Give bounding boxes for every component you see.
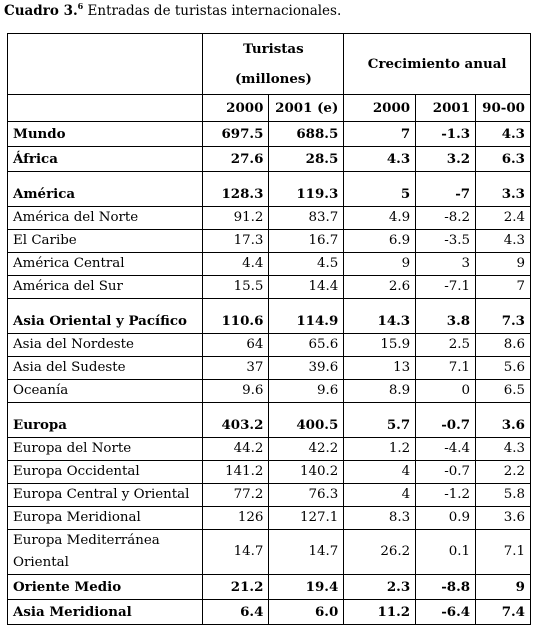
- row-value: 110.6: [203, 299, 269, 334]
- row-label: Asia del Nordeste: [8, 334, 203, 357]
- row-value: 15.5: [203, 276, 269, 299]
- row-value: 126: [203, 507, 269, 530]
- row-label: Asia del Sudeste: [8, 357, 203, 380]
- row-value: 1.2: [344, 438, 416, 461]
- row-value: -0.7: [416, 403, 476, 438]
- tourist-arrivals-table: [7, 33, 531, 625]
- table-row: [8, 380, 531, 403]
- row-value: -8.2: [416, 207, 476, 230]
- row-value: 688.5: [269, 122, 344, 147]
- row-value: 13: [344, 357, 416, 380]
- table-row: [8, 530, 531, 575]
- header-col: 2000: [203, 95, 269, 122]
- row-value: 7.1: [476, 530, 531, 575]
- row-value: 8.3: [344, 507, 416, 530]
- row-value: 27.6: [203, 147, 269, 172]
- row-value: 3.3: [476, 172, 531, 207]
- table-row: [8, 276, 531, 299]
- row-value: 2.6: [344, 276, 416, 299]
- row-value: 4.4: [203, 253, 269, 276]
- row-value: 7.4: [476, 600, 531, 625]
- row-value: 6.0: [269, 600, 344, 625]
- row-value: -7.1: [416, 276, 476, 299]
- row-value: 7.3: [476, 299, 531, 334]
- row-value: 140.2: [269, 461, 344, 484]
- row-value: 2.3: [344, 575, 416, 600]
- row-value: 64: [203, 334, 269, 357]
- row-label: América: [8, 172, 203, 207]
- row-value: -1.3: [416, 122, 476, 147]
- row-value: 14.7: [203, 530, 269, 575]
- row-value: 19.4: [269, 575, 344, 600]
- row-label: Asia Meridional: [8, 600, 203, 625]
- row-value: 14.3: [344, 299, 416, 334]
- row-value: 6.3: [476, 147, 531, 172]
- row-value: 4.5: [269, 253, 344, 276]
- row-value: 7.1: [416, 357, 476, 380]
- row-value: 0: [416, 380, 476, 403]
- row-value: 4.9: [344, 207, 416, 230]
- row-label: Oceanía: [8, 380, 203, 403]
- row-value: 44.2: [203, 438, 269, 461]
- table-row: [8, 507, 531, 530]
- header-group-tourists: Turistas (millones): [203, 34, 344, 95]
- row-value: 14.7: [269, 530, 344, 575]
- row-label: América del Sur: [8, 276, 203, 299]
- row-value: 697.5: [203, 122, 269, 147]
- row-value: 2.5: [416, 334, 476, 357]
- row-value: 3.6: [476, 507, 531, 530]
- row-value: 4: [344, 461, 416, 484]
- row-value: 11.2: [344, 600, 416, 625]
- row-label: Oriente Medio: [8, 575, 203, 600]
- footnote-marker: 6: [77, 1, 84, 11]
- row-value: 28.5: [269, 147, 344, 172]
- table-row: [8, 461, 531, 484]
- row-value: 128.3: [203, 172, 269, 207]
- table-row: [8, 575, 531, 600]
- table-row: [8, 253, 531, 276]
- header-col: 2001 (e): [269, 95, 344, 122]
- row-value: 15.9: [344, 334, 416, 357]
- table-row: [8, 147, 531, 172]
- row-value: 2.4: [476, 207, 531, 230]
- row-value: 26.2: [344, 530, 416, 575]
- row-value: 42.2: [269, 438, 344, 461]
- row-value: 5.6: [476, 357, 531, 380]
- row-value: -0.7: [416, 461, 476, 484]
- row-label: África: [8, 147, 203, 172]
- table-row: [8, 403, 531, 438]
- table-row: [8, 600, 531, 625]
- row-value: 6.5: [476, 380, 531, 403]
- header-col: 2000: [344, 95, 416, 122]
- row-value: 400.5: [269, 403, 344, 438]
- table-row: [8, 172, 531, 207]
- row-value: 4.3: [476, 122, 531, 147]
- row-value: 83.7: [269, 207, 344, 230]
- row-value: -7: [416, 172, 476, 207]
- table-row: [8, 438, 531, 461]
- row-label: Europa del Norte: [8, 438, 203, 461]
- table-caption: [4, 2, 341, 20]
- row-value: 4.3: [476, 438, 531, 461]
- row-label: Europa Meridional: [8, 507, 203, 530]
- row-value: 39.6: [269, 357, 344, 380]
- row-value: 7: [476, 276, 531, 299]
- row-value: 2.2: [476, 461, 531, 484]
- table-row: [8, 230, 531, 253]
- row-value: 3.2: [416, 147, 476, 172]
- caption-label: Cuadro 3.$^6$: [4, 1, 84, 19]
- row-value: 5.8: [476, 484, 531, 507]
- row-value: 119.3: [269, 172, 344, 207]
- table-row: [8, 357, 531, 380]
- header-empty-cell: [8, 95, 203, 122]
- row-value: 9: [476, 575, 531, 600]
- row-value: 21.2: [203, 575, 269, 600]
- header-empty-cell: [8, 34, 203, 95]
- row-value: 8.6: [476, 334, 531, 357]
- row-value: 3.8: [416, 299, 476, 334]
- row-value: -8.8: [416, 575, 476, 600]
- table-row: [8, 299, 531, 334]
- row-label: El Caribe: [8, 230, 203, 253]
- row-value: 9.6: [269, 380, 344, 403]
- row-value: 9.6: [203, 380, 269, 403]
- table-row: [8, 207, 531, 230]
- row-value: 403.2: [203, 403, 269, 438]
- row-value: 141.2: [203, 461, 269, 484]
- row-value: 16.7: [269, 230, 344, 253]
- header-row-groups: [8, 34, 531, 95]
- row-value: 91.2: [203, 207, 269, 230]
- row-value: 4: [344, 484, 416, 507]
- table-row: [8, 122, 531, 147]
- row-value: -3.5: [416, 230, 476, 253]
- row-label: América del Norte: [8, 207, 203, 230]
- row-value: 37: [203, 357, 269, 380]
- row-value: 5.7: [344, 403, 416, 438]
- row-value: -4.4: [416, 438, 476, 461]
- row-value: 6.9: [344, 230, 416, 253]
- row-value: 9: [476, 253, 531, 276]
- row-value: 6.4: [203, 600, 269, 625]
- header-group-growth: Crecimiento anual: [344, 34, 531, 95]
- row-value: 0.1: [416, 530, 476, 575]
- row-value: 3: [416, 253, 476, 276]
- row-value: 77.2: [203, 484, 269, 507]
- row-label: Europa Central y Oriental: [8, 484, 203, 507]
- row-value: 14.4: [269, 276, 344, 299]
- caption-title: Entradas de turistas internacionales.: [87, 3, 342, 19]
- header-col: 2001: [416, 95, 476, 122]
- row-label: Europa Mediterránea Oriental: [8, 530, 203, 575]
- row-value: 4.3: [476, 230, 531, 253]
- row-label: Europa Occidental: [8, 461, 203, 484]
- header-col: 90-00: [476, 95, 531, 122]
- row-label: Mundo: [8, 122, 203, 147]
- row-label: América Central: [8, 253, 203, 276]
- header-row-years: [8, 95, 531, 122]
- row-label: Asia Oriental y Pacífico: [8, 299, 203, 334]
- row-value: 9: [344, 253, 416, 276]
- table-row: [8, 334, 531, 357]
- row-value: 65.6: [269, 334, 344, 357]
- row-value: 114.9: [269, 299, 344, 334]
- row-value: 7: [344, 122, 416, 147]
- row-value: 4.3: [344, 147, 416, 172]
- row-value: -6.4: [416, 600, 476, 625]
- row-value: -1.2: [416, 484, 476, 507]
- row-value: 8.9: [344, 380, 416, 403]
- row-value: 3.6: [476, 403, 531, 438]
- row-label: Europa: [8, 403, 203, 438]
- row-value: 17.3: [203, 230, 269, 253]
- row-value: 5: [344, 172, 416, 207]
- row-value: 127.1: [269, 507, 344, 530]
- row-value: 0.9: [416, 507, 476, 530]
- row-value: 76.3: [269, 484, 344, 507]
- table-row: [8, 484, 531, 507]
